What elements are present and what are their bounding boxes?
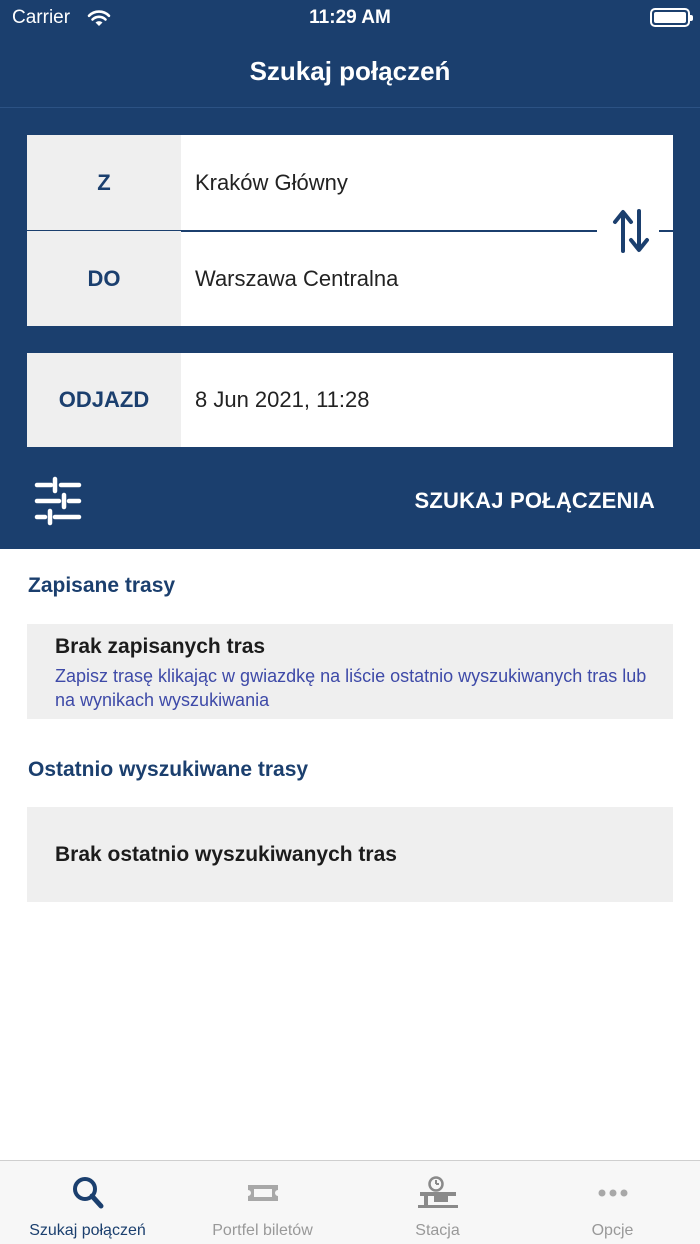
status-bar bbox=[0, 0, 700, 36]
search-connection-button[interactable]: SZUKAJ POŁĄCZENIA bbox=[414, 488, 655, 513]
saved-routes-empty-heading: Brak zapisanych tras bbox=[55, 635, 266, 658]
to-station-field[interactable]: Warszawa Centralna bbox=[195, 265, 399, 291]
swap-icon bbox=[611, 206, 651, 256]
saved-routes-empty-box bbox=[27, 624, 673, 719]
tab-label: Szukaj połączeń bbox=[29, 1222, 146, 1239]
station-icon bbox=[350, 1175, 525, 1211]
departure-datetime-field[interactable]: 8 Jun 2021, 11:28 bbox=[195, 387, 370, 412]
sliders-icon bbox=[34, 476, 82, 526]
tab-label: Portfel biletów bbox=[212, 1222, 313, 1239]
tab-search[interactable] bbox=[0, 1161, 175, 1244]
tab-bar bbox=[0, 1160, 700, 1244]
route-divider bbox=[659, 230, 673, 232]
from-label: Z bbox=[27, 135, 181, 230]
more-icon bbox=[525, 1175, 700, 1211]
recent-routes-title: Ostatnio wyszukiwane trasy bbox=[28, 758, 309, 781]
battery-icon bbox=[650, 8, 690, 27]
tab-ticket-wallet[interactable] bbox=[175, 1161, 350, 1244]
saved-routes-empty-description: Zapisz trasę klikając w gwiazdkę na liście ostatnio wyszukiwanych tras lub na wynikach wyszukiwania bbox=[55, 666, 647, 710]
to-label: DO bbox=[27, 231, 181, 326]
filters-button[interactable] bbox=[34, 476, 82, 526]
departure-box[interactable] bbox=[27, 353, 673, 447]
tab-label: Stacja bbox=[415, 1222, 460, 1239]
route-box bbox=[27, 135, 673, 326]
search-icon bbox=[0, 1175, 175, 1211]
tab-options[interactable] bbox=[525, 1161, 700, 1244]
tab-station[interactable] bbox=[350, 1161, 525, 1244]
recent-routes-empty-box bbox=[27, 807, 673, 902]
clock: 11:29 AM bbox=[309, 7, 391, 28]
from-station-field[interactable]: Kraków Główny bbox=[195, 169, 348, 195]
departure-label: ODJAZD bbox=[27, 353, 181, 447]
page-title: Szukaj połączeń bbox=[249, 56, 451, 86]
carrier-label: Carrier bbox=[12, 7, 71, 28]
recent-routes-empty-heading: Brak ostatnio wyszukiwanych tras bbox=[55, 843, 397, 866]
ticket-icon bbox=[175, 1175, 350, 1211]
search-panel bbox=[0, 108, 700, 549]
tab-label: Opcje bbox=[591, 1222, 634, 1239]
saved-routes-title: Zapisane trasy bbox=[28, 574, 176, 597]
swap-stations-button[interactable] bbox=[605, 203, 657, 259]
header bbox=[0, 36, 700, 108]
